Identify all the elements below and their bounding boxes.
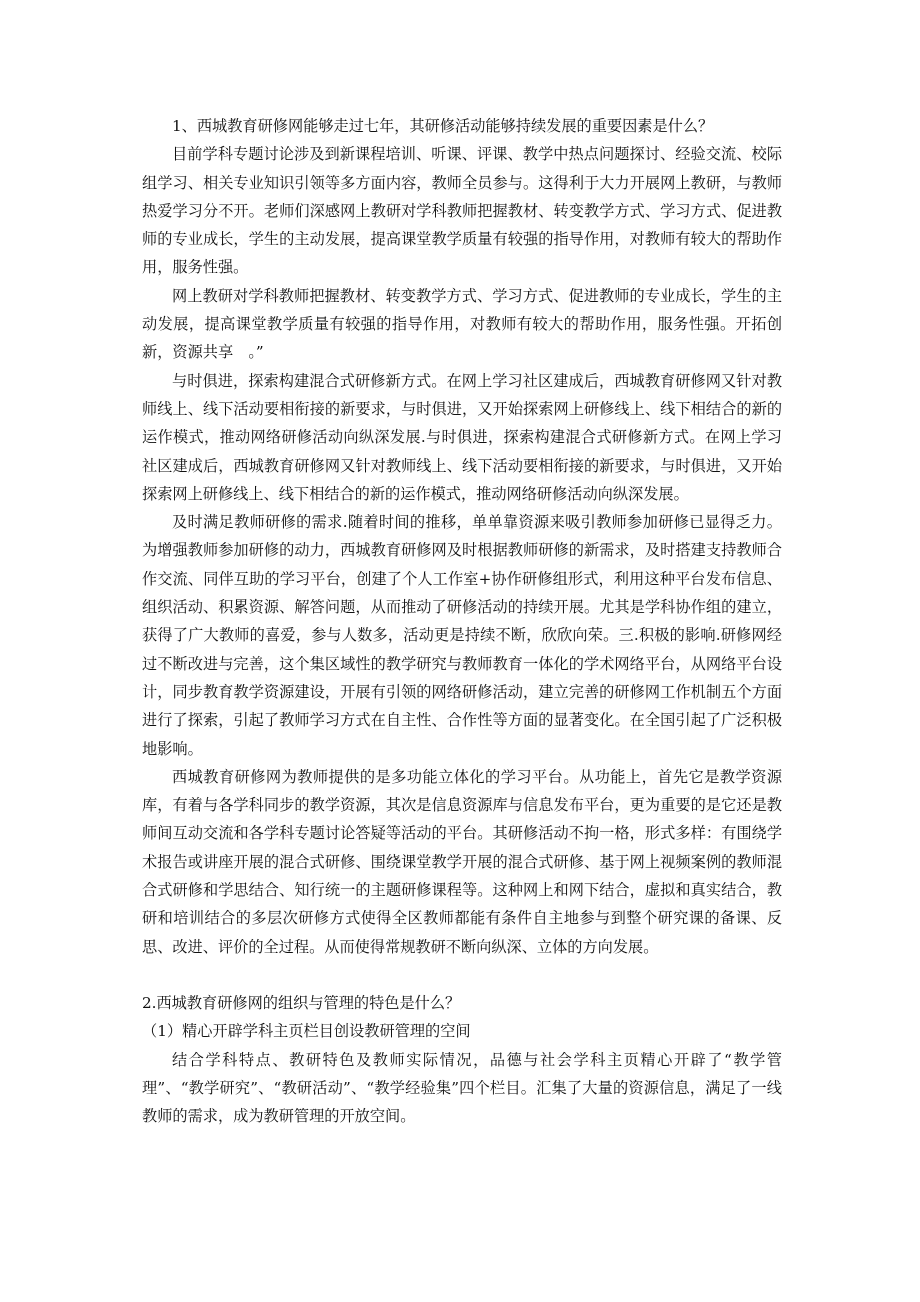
question-2-subtitle: （1）精心开辟学科主页栏目创设教研管理的空间 (142, 1022, 471, 1041)
paragraph: 网上教研对学科教师把握教材、转变教学方式、学习方式、促进教师的专业成长，学生的主动发展，提高课堂教学质量有较强的指导作用，对教师有较大的帮助作用，服务性强。开拓创新，资源共享 。” (142, 286, 782, 362)
paragraph: 结合学科特点、教研特色及教师实际情况，品德与社会学科主页精心开辟了“教学管理”、“教学研究”、“教研活动”、“教学经验集”四个栏目。汇集了大量的资源信息，满足了一线教师的需求，成为教研管理的开放空间。 (142, 1050, 782, 1126)
question-2-title: 2.西城教育研修网的组织与管理的特色是什么？ (142, 993, 461, 1012)
question-1-title: 1、西城教育研修网能够走过七年，其研修活动能够持续发展的重要因素是什么？ (172, 117, 714, 135)
paragraph: 目前学科专题讨论涉及到新课程培训、听课、评课、教学中热点问题探讨、经验交流、校际组学习、相关专业知识引领等多方面内容，教师全员参与。这得利于大力开展网上教研，与教师热爱学习分不开。老师们深感网上教研对学科教师把握教材、转变教学方式、学习方式、促进教师的专业成长，学生的主动发展，提高课堂教学质量有较强的指导作用，对教师有较大的帮助作用，服务性强。 (142, 145, 782, 277)
section-spacer (142, 961, 782, 989)
paragraph: 西城教育研修网为教师提供的是多功能立体化的学习平台。从功能上，首先它是教学资源库，有着与各学科同步的教学资源，其次是信息资源库与信息发布平台，更为重要的是它还是教师间互动交流和各学科专题讨论答疑等活动的平台。其研修活动不拘一格，形式多样：有围绕学术报告或讲座开展的混合式研修、围绕课堂教学开展的混合式研修、基于网上视频案例的教师混合式研修和学思结合、知行统一的主题研修课程等。这种网上和网下结合，虚拟和真实结合，教研和培训结合的多层次研修方式使得全区教师都能有条件自主地参与到整个研究课的备课、反思、改进、评价的全过程。从而使得常规教研不断向纵深、立体的方向发展。 (142, 767, 782, 956)
paragraph: 及时满足教师研修的需求.随着时间的推移，单单靠资源来吸引教师参加研修已显得乏力。为增强教师参加研修的动力，西城教育研修网及时根据教师研修的新需求，及时搭建支持教师合作交流、同伴互助的学习平台，创建了个人工作室+协作研修组形式，利用这种平台发布信息、组织活动、积累资源、解答问题，从而推动了研修活动的持续开展。尤其是学科协作组的建立，获得了广大教师的喜爱，参与人数多，活动更是持续不断，欣欣向荣。三.积极的影响.研修网经过不断改进与完善，这个集区域性的教学研究与教师教育一体化的学术网络平台，从网络平台设计，同步教育教学资源建设，开展有引领的网络研修活动，建立完善的研修网工作机制五个方面进行了探索，引起了教师学习方式在自主性、合作性等方面的显著变化。在全国引起了广泛积极地影响。 (142, 513, 782, 758)
document-body (142, 112, 782, 1130)
paragraph: 与时俱进，探索构建混合式研修新方式。在网上学习社区建成后，西城教育研修网又针对教师线上、线下活动要相衔接的新要求，与时俱进，又开始探索网上研修线上、线下相结合的新的运作模式，推动网络研修活动向纵深发展.与时俱进，探索构建混合式研修新方式。在网上学习社区建成后，西城教育研修网又针对教师线上、线下活动要相衔接的新要求，与时俱进，又开始探索网上研修线上、线下相结合的新的运作模式，推动网络研修活动向纵深发展。 (142, 371, 782, 503)
